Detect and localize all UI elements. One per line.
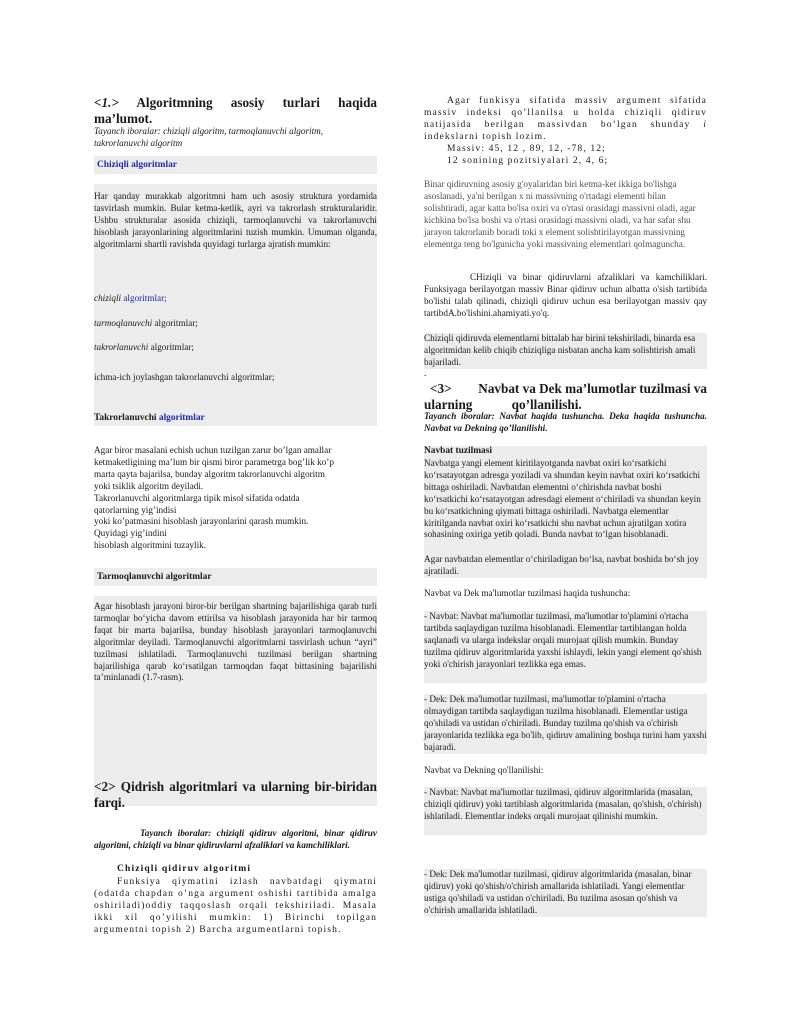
tarmoq-text: Agar hisoblash jarayoni biror-bir berilgan shartning bajarilishiga qarab turli tarmoqlar bo‘yicha davom ettirilsa va hisoblash jarayonida har bir tarmoq faqat bir marta bajarilsa, bunday hisoblash jarayonlari tarmoqlanuvchi algoritmlar deyiladi. Tarmoqlanuvchi algoritmlarni tasvirlash uchun “ayri” tuzilmasi ishlatiladi. Tarmoqlanuvchi tuzilmasi berilgan shartning bajarilishiga qarab ko‘rsatilgan tarmoqdan faqat bittasining bajarilishi ta’minlanadi (1.7-rasm). bbox=[94, 601, 377, 683]
list-item-emphasis: takrorlanuvchi bbox=[94, 342, 149, 352]
takror-line: marta qayta bajarilsa, bunday algoritm takrorlanuvchi algoritm bbox=[94, 468, 325, 479]
massiv-paragraph bbox=[424, 95, 707, 143]
takror-heading-link: algoritmlar bbox=[158, 413, 205, 423]
list-item bbox=[94, 318, 198, 330]
section-1-keywords: Tayanch iboralar: chiziqli algoritm, tarmoqlanuvchi algoritm, takrorlanuvchi algoritm bbox=[94, 126, 324, 148]
navbat-usage: - Navbat: Navbat ma'lumotlar tuzilmasi, qidiruv algoritmlarida (masalan, chiziqli qidiruv) yoki tartiblash algoritmlarida (masalan, qo'shish, o'chirish) ishlatiladi. Elementlar indeks orqali murojaat qilinishi mumkin. bbox=[424, 787, 707, 835]
section-2-title: <2> Qidrish algoritmlari va ularning bir-biridan farqi. bbox=[94, 779, 377, 810]
comparison-summary: Chiziqli qidiruvda elementlarni bittalab har birini tekshiriladi, binarda esa algoritmidan kelib chiqib chiziqliga nisbatan ancha kam solishtirish amali bajariladi. bbox=[424, 333, 707, 369]
section-2-keywords: Tayanch iboralar: chiziqli qidiruv algoritmi, binar qidiruv algoritmi, chiziqli va binar qidiruvlarni afzaliklari va kamchiliklari. bbox=[94, 828, 377, 850]
takror-heading bbox=[94, 413, 205, 423]
list-item bbox=[94, 293, 167, 305]
navbat-dek-heading: Navbat va Dek ma'lumotlar tuzilmasi haqida tushuncha: bbox=[424, 588, 631, 598]
section-2-subheading: Chiziqli qidiruv algoritmi bbox=[117, 863, 252, 874]
stray-dot: . bbox=[424, 368, 427, 378]
massiv-text: Agar funkisya sifatida massiv argument sifatida massiv indeksi qo’llanilsa u holda chiziqli qidiruv natijasida berilgan massivdan bo’lgan shunday bbox=[424, 95, 707, 130]
algorithm-types-box bbox=[94, 184, 377, 426]
navbat-box bbox=[424, 446, 707, 578]
takror-line: Quyidagi yig’indini bbox=[94, 528, 167, 539]
chiziqli-heading-box bbox=[94, 156, 377, 174]
massiv-tail: indekslarni topish lozim. bbox=[424, 130, 547, 142]
section-3-title bbox=[424, 381, 707, 413]
qollanilishi-heading: Navbat va Dekning qo'llanilishi: bbox=[424, 765, 544, 775]
section-1-number: <1.> bbox=[94, 95, 119, 110]
tarmoq-box bbox=[94, 596, 377, 810]
tarmoq-heading: Tarmoqlanuvchi algoritmlar bbox=[97, 572, 212, 582]
binar-paragraph: Binar qidiruvning asosiy g'oyalaridan biri ketma-ket ikkiga bo'lishga asoslanadi, ya'ni berilgan x ni massivning o'rtadagi elementi bilan solishtiradi, agar katta bo'lsa oxiri va o'rtasi orasidagi massivni oladi, agar kichkina bo'lsa boshi va o'rtasi orasidagi massivni oladi, va har safar shu jarayon takrorlanib boradi toki x element solishtirilayotgan massivning elementga teng bo'lgunicha yoki massivning elementlari qolmaguncha. bbox=[424, 179, 696, 249]
takror-line: Takrorlanuvchi algoritmlarga tipik misol sifatida odatda bbox=[94, 492, 300, 503]
tarmoq-heading-box bbox=[94, 568, 377, 586]
massiv-values: Massiv: 45, 12 , 89, 12, -78, 12; bbox=[447, 143, 606, 154]
navbat-definition: - Navbat: Navbat ma'lumotlar tuzilmasi, ma'lumotlar to'plamini o'rtacha tartibda saqlaydigan tuzilma hisoblanadi. Elementlar tartiblangan holda saqlanadi va ularga indekslar orqali murojaat qilish mumkin. Bunday tuzilma qidiruv algoritmlarida yaxshi ishlaydi, lekin yangi element qo'shish yoki o'chirish jarayonlari tezlikka ega emas. bbox=[424, 611, 707, 683]
section-3-number: <3> bbox=[430, 381, 452, 396]
dek-definition: - Dek: Dek ma'lumotlar tuzilmasi, ma'lumotlar to'plamini o'rtacha olmaydigan tartibda saqlaydigan tuzilma hisoblanadi. Elementlar ustiga qo'shiladi va ustidan o'chiriladi. Bunday tuzilma qo'shish va o'chirish jarayonlarida tezlikka ega bo'lib, qidiruv amalining boshqa turini ham yaxshi bajaradi. bbox=[424, 694, 707, 754]
list-item-emphasis: tarmoqlanuvchi bbox=[94, 318, 153, 328]
massiv-positions: 12 sonining pozitsiyalari 2, 4, 6; bbox=[447, 155, 609, 166]
navbat-text: Navbatga yangi element kiritilayotganda navbat oxiri ko‘rsatkichi ko‘rsatayotgan adresga yoziladi va shundan keyin navbat oxiri ko‘rsatkichi bittaga oshiriladi. Navbatdan elementni o‘chirishda navbat boshi ko‘rsatkichi ko‘rsatayotgan adresdagi element o‘chiriladi va shundan keyin bu ko‘rsatkichning qiymati bittaga oshiriladi. Navbatga elementlar kiritilganda navbat oxiri ko‘rsatkichi shu navbat uchun ajratilgan xotira sohasining oxiriga yetib qoladi. Bunda navbat to‘lgan hisoblanadi. bbox=[424, 458, 701, 540]
takror-line: Agar biror masalani echish uchun tuzilgan zarur bo’lgan amallar bbox=[94, 445, 332, 455]
navbat-heading: Navbat tuzilmasi bbox=[424, 446, 492, 456]
section-3-title-b: ularning qo’llanilishi. bbox=[424, 397, 582, 412]
chiziqli-heading: Chiziqli algoritmlar bbox=[97, 160, 177, 170]
section-1-title bbox=[94, 95, 377, 127]
comparison-paragraph: CHiziqli va binar qidiruvlarni afzaliklari va kamchiliklari. Funksiyaga berilayotgan massiv Binar qidiruv uchun albatta o'sish tartibida bo'lishi talab qilinadi, chiziqli qidiruv uchun esa berilayotgan massiv qay tartibdA.bo'lishini.ahamiyati.yo'q. bbox=[424, 272, 707, 318]
navbat-text-2: Agar navbatdan elementlar o‘chiriladigan bo‘lsa, navbat boshida bo‘sh joy ajratiladi. bbox=[424, 554, 699, 576]
section-3-title-a: Navbat va Dek ma’lumotlar tuzilmasi va bbox=[478, 381, 707, 396]
list-item-text: algoritmlar; bbox=[150, 342, 194, 352]
takror-line: qatorlarning yig’indisi bbox=[94, 504, 177, 515]
section-1-title-text: Algoritmning asosiy turlari haqida ma’lumot. bbox=[94, 95, 377, 126]
section-2-text: Funksiya qiymatini izlash navbatdagi qiymatni (odatda chapdan o’nga argument oshishi tartibida amalga oshiriladi)oddiy taqqoslash orqali tekshiriladi. Masala ikki xil qo’yilishi mumkin: 1) Birinchi topilgan argumentni topish 2) Barcha argumentlarni topish. bbox=[94, 876, 377, 935]
takror-heading-text: Takrorlanuvchi bbox=[94, 413, 157, 423]
list-item bbox=[94, 342, 194, 354]
dek-usage: - Dek: Dek ma'lumotlar tuzilmasi, qidiruv algoritmlarida (masalan, binar qidiruv) yoki qo'shish/o'chirish amallarida ishlatiladi. Yangi elementlar ustiga qo'shiladi va ustidan o'chiriladi. Bu tuzilma asosan qo'shish va o'chirish amallarida ishlatiladi. bbox=[424, 869, 707, 917]
takror-line: ketmaketligining ma’lum bir qismi biror parametrga bog’lik ko’p bbox=[94, 456, 334, 467]
list-item-text: algoritmlar; bbox=[154, 318, 198, 328]
takror-line: yoki ko’patmasini hisoblash jarayonlarini qarash mumkin. bbox=[94, 516, 309, 527]
list-item-emphasis: chiziqli bbox=[94, 293, 122, 303]
algorithm-types-intro: Har qanday murakkab algoritmni ham uch asosiy struktura yordamida tasvirlash mumkin. Bular ketma-ketlik, ayri va takrorlash strukturalaridir. Ushbu strukturalar asosida chiziqli, tarmoqlanuvchi va takrorlanuvchi hisoblash jarayonlarining algoritmlarini tuzish mumkin. Umuman olganda, algoritmlarni shartli ravishda quyidagi turlarga ajratish mumkin: bbox=[94, 191, 377, 249]
list-item: ichma-ich joylashgan takrorlanuvchi algoritmlar; bbox=[94, 372, 275, 382]
section-3-keywords: Tayanch iboralar: Navbat haqida tushuncha. Deka haqida tushuncha. Navbat va Dekning qo’llanilishi. bbox=[424, 411, 707, 433]
takror-line: hisoblash algoritmini tuzaylik. bbox=[94, 540, 207, 551]
list-item-text: algoritmlar; bbox=[123, 293, 167, 303]
takror-line: yoki tsiklik algoritm deyiladi. bbox=[94, 480, 204, 491]
massiv-index-var: i bbox=[703, 118, 708, 130]
takror-paragraph bbox=[94, 445, 377, 552]
